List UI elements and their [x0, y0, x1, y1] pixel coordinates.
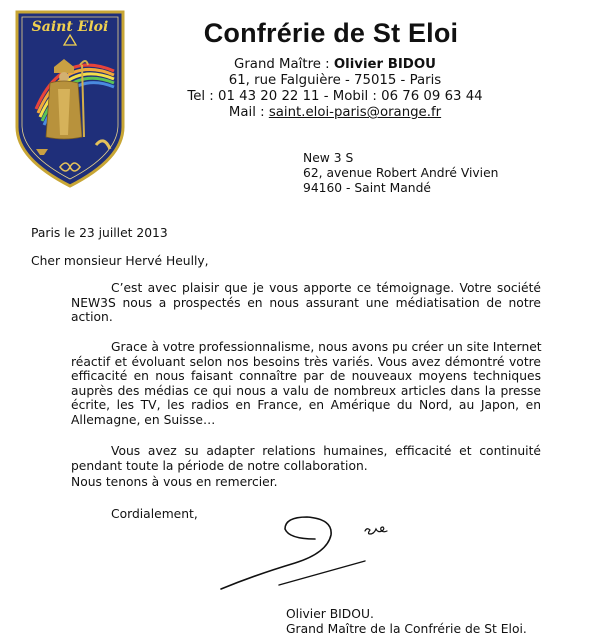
signer-title: Grand Maître de la Confrérie de St Eloi.: [286, 622, 527, 636]
paragraph-line: Vous avez su adapter relations humaines, efficacité et continuité: [111, 444, 541, 458]
paragraph-thanks: Nous tenons à vous en remercier.: [71, 475, 278, 489]
header-phones: Tel : 01 43 20 22 11 - Mobil : 06 76 09 63 44: [187, 89, 483, 104]
paragraph-line: réactif et évoluant selon nos besoins très variés. Vous avez démontré votre: [71, 354, 541, 369]
mail-prefix: Mail :: [228, 105, 269, 120]
header-address: 61, rue Falguière - 75015 - Paris: [228, 73, 442, 88]
letter-closing: Cordialement,: [111, 507, 198, 521]
paragraph-line: écrite, les TV, les radios en France, en Amérique du Nord, au Japon, en: [71, 398, 541, 413]
paragraph-line: C’est avec plaisir que je vous apporte ce témoignage. Votre société: [111, 281, 541, 295]
signer-name: Olivier BIDOU.: [286, 607, 374, 621]
paragraph-line: NEW3S nous a prospectés en nous assurant une médiatisation de notre: [71, 295, 541, 310]
mail-link[interactable]: saint.eloi-paris@orange.fr: [268, 105, 442, 120]
letter-date: Paris le 23 juillet 2013: [31, 226, 168, 240]
recipient-city: 94160 - Saint Mandé: [303, 181, 431, 195]
grand-master-name: Olivier BIDOU: [333, 57, 436, 72]
grand-master-line: [150, 57, 520, 72]
recipient-name: New 3 S: [303, 151, 354, 165]
paragraph-line: auprès des médias ce qui nous a valu de nombreux articles dans la presse: [71, 383, 541, 398]
header-mail-line: [150, 105, 520, 120]
grand-master-prefix: Grand Maître :: [234, 57, 334, 72]
paragraph-3: [71, 444, 541, 473]
paragraph-line: action.: [71, 310, 113, 325]
saint-eloi-crest-logo: [14, 9, 126, 189]
recipient-street: 62, avenue Robert André Vivien: [303, 166, 499, 180]
handwritten-signature: [215, 505, 415, 595]
paragraph-line: Allemagne, en Suisse…: [71, 412, 216, 427]
paragraph-line: efficacité en nous faisant connaître par de nouveaux moyens techniques: [71, 369, 541, 384]
letter-salutation: Cher monsieur Hervé Heully,: [31, 254, 209, 268]
paragraph-1: [71, 281, 541, 325]
paragraph-2: [71, 340, 541, 428]
paragraph-line: pendant toute la période de notre collaboration.: [71, 458, 368, 473]
crest-text: Saint Eloi: [31, 19, 109, 35]
organization-name: Confrérie de St Eloi: [203, 18, 459, 48]
paragraph-line: Grace à votre professionnalisme, nous avons pu créer un site Internet: [111, 340, 542, 354]
